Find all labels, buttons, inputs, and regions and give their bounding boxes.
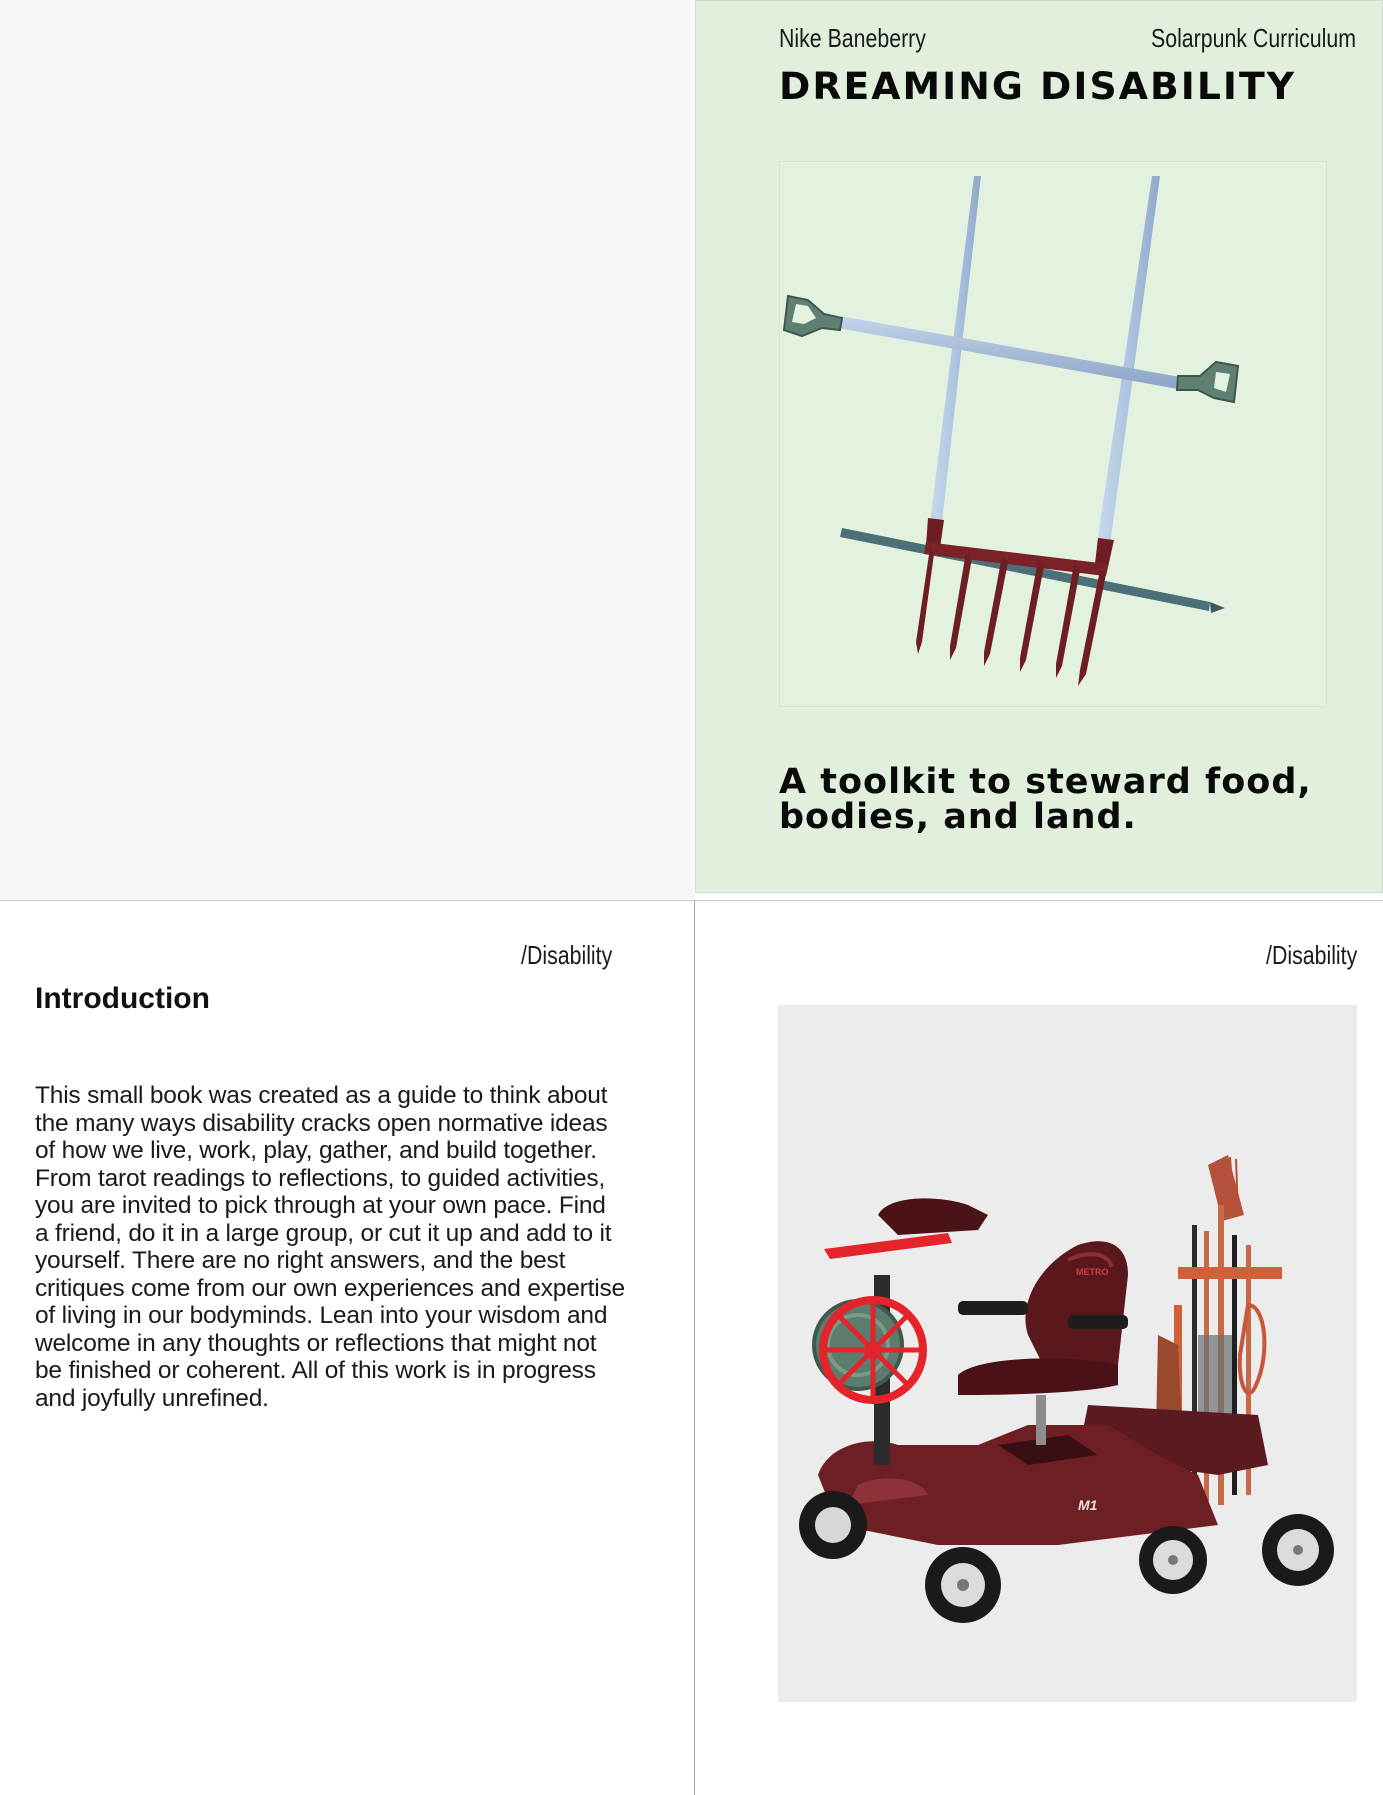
page-divider-horizontal <box>0 900 1383 901</box>
hose-reel-icon <box>814 1233 952 1400</box>
running-head: /Disability <box>1265 940 1357 970</box>
cover-title: DREAMING DISABILITY <box>779 65 1297 108</box>
scooter-model-label: M1 <box>1078 1497 1098 1513</box>
blank-page <box>0 0 694 900</box>
intro-body-text: This small book was created as a guide to think about the many ways disability cracks open normative ideas of how we live, work, play, gather, and build together. From tarot readings to reflections, to guided activities, you are invited to pick through at your own pace. Find a friend, do it in a large group, or cut it up and add to it yourself. There are no right answers, and the best critiques come from our own experiences and expertise of living in our bodyminds. Lean into your wisdom and welcome in any thoughts or reflections that might not be finished or coherent. All of this work is in progress and joyfully unrefined. <box>35 1082 625 1412</box>
cover-author: Nike Baneberry <box>779 23 926 53</box>
introduction-page <box>0 902 694 1795</box>
cover-page <box>695 0 1383 893</box>
cover-series: Solarpunk Curriculum <box>1151 23 1356 53</box>
fork-head <box>916 518 1114 686</box>
garden-fork-tool-icon <box>779 161 1327 707</box>
horizontal-handle <box>784 296 1238 402</box>
cover-illustration <box>780 162 1326 706</box>
scooter-illustration <box>778 1005 1357 1702</box>
photo-page <box>696 902 1383 1795</box>
mobility-scooter-with-garden-tools-icon <box>778 1005 1357 1702</box>
cover-tagline: A toolkit to steward food, bodies, and land. <box>779 762 1312 837</box>
scooter-badge-label: METRO <box>1076 1267 1109 1277</box>
running-head: /Disability <box>520 940 612 970</box>
intro-heading: Introduction <box>35 982 210 1015</box>
page-divider-vertical <box>694 900 695 1795</box>
